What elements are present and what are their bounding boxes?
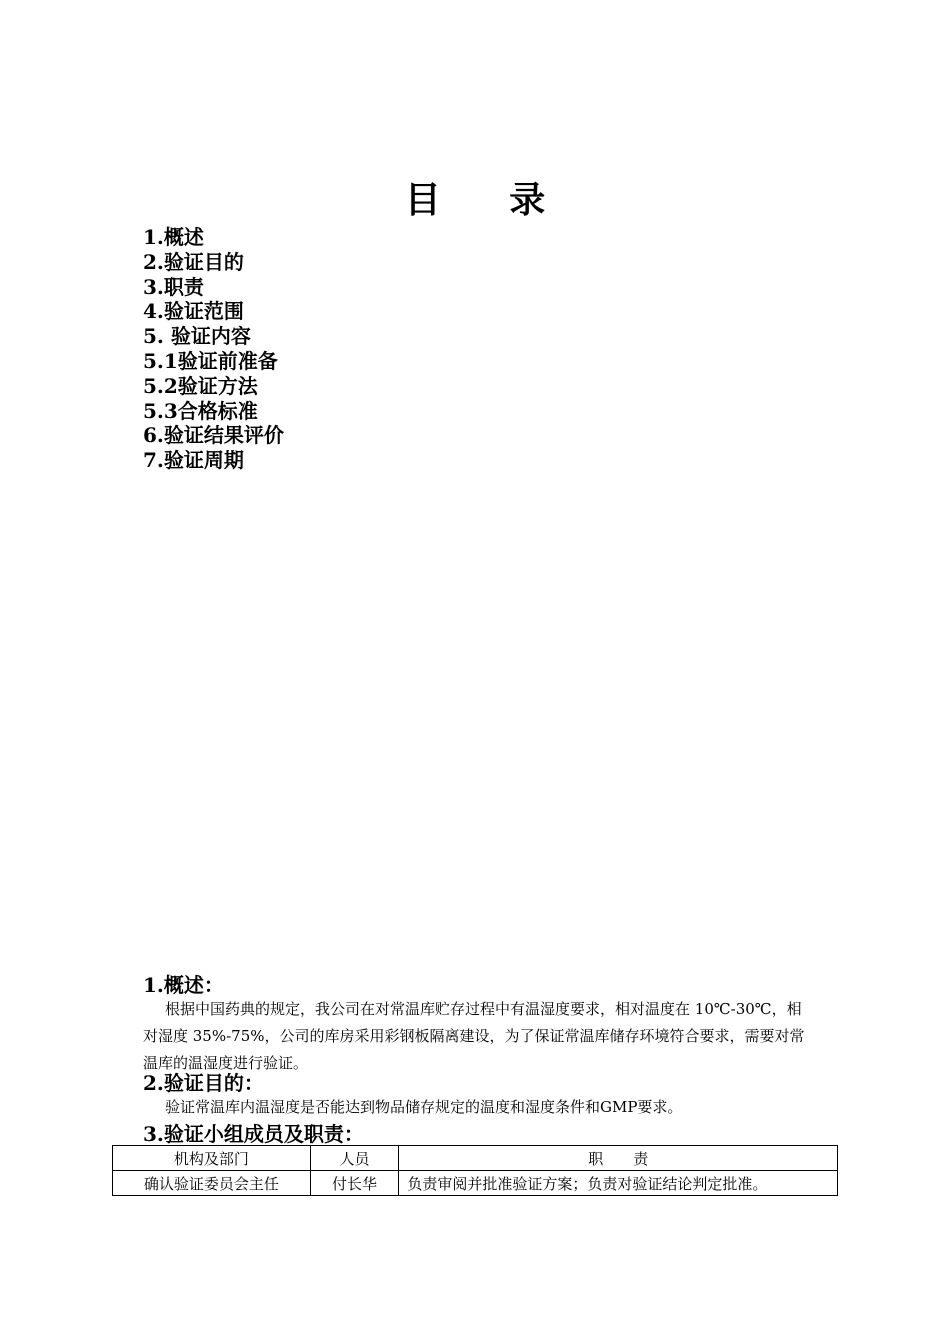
table-row <box>113 1171 838 1196</box>
table-header-person: 人员 <box>310 1146 399 1171</box>
table-cell-duty: 负责审阅并批准验证方案；负责对验证结论判定批准。 <box>399 1171 838 1196</box>
table-header-duty: 职 责 <box>399 1146 838 1171</box>
table-cell-person: 付长华 <box>310 1171 399 1196</box>
table-of-contents <box>143 225 284 473</box>
team-duty-table <box>112 1145 838 1196</box>
section-heading-team: 3.验证小组成员及职责： <box>143 1122 364 1146</box>
toc-item-cycle[interactable]: 7.验证周期 <box>143 448 244 473</box>
table-header-row <box>113 1146 838 1171</box>
section-text-purpose: 验证常温库内温湿度是否能达到物品储存规定的温度和湿度条件和GMP要求。 <box>165 1098 683 1116</box>
page-title: 目 录 <box>404 179 574 221</box>
toc-item-content[interactable]: 5. 验证内容 <box>143 324 251 349</box>
toc-item-method[interactable]: 5.2验证方法 <box>143 373 258 398</box>
toc-item-purpose[interactable]: 2.验证目的 <box>143 249 244 274</box>
toc-item-evaluation[interactable]: 6.验证结果评价 <box>143 423 284 448</box>
toc-item-responsibilities[interactable]: 3.职责 <box>143 274 204 299</box>
table-cell-department: 确认验证委员会主任 <box>113 1171 311 1196</box>
toc-item-scope[interactable]: 4.验证范围 <box>143 299 244 324</box>
toc-item-overview[interactable]: 1.概述 <box>143 225 204 249</box>
section-text-overview: 根据中国药典的规定，我公司在对常温库贮存过程中有温湿度要求，相对温度在 10℃-30℃，相对湿度 35%-75%，公司的库房采用彩钢板隔离建设，为了保证常温库储存环境符合要求，需要对常温库的温湿度进行验证。 <box>143 1000 805 1072</box>
section-heading-overview: 1.概述： <box>143 973 224 997</box>
section-heading-purpose: 2.验证目的： <box>143 1071 264 1095</box>
toc-item-criteria[interactable]: 5.3合格标准 <box>143 398 258 423</box>
table-header-department: 机构及部门 <box>113 1146 311 1171</box>
toc-item-preparation[interactable]: 5.1验证前准备 <box>143 348 278 373</box>
